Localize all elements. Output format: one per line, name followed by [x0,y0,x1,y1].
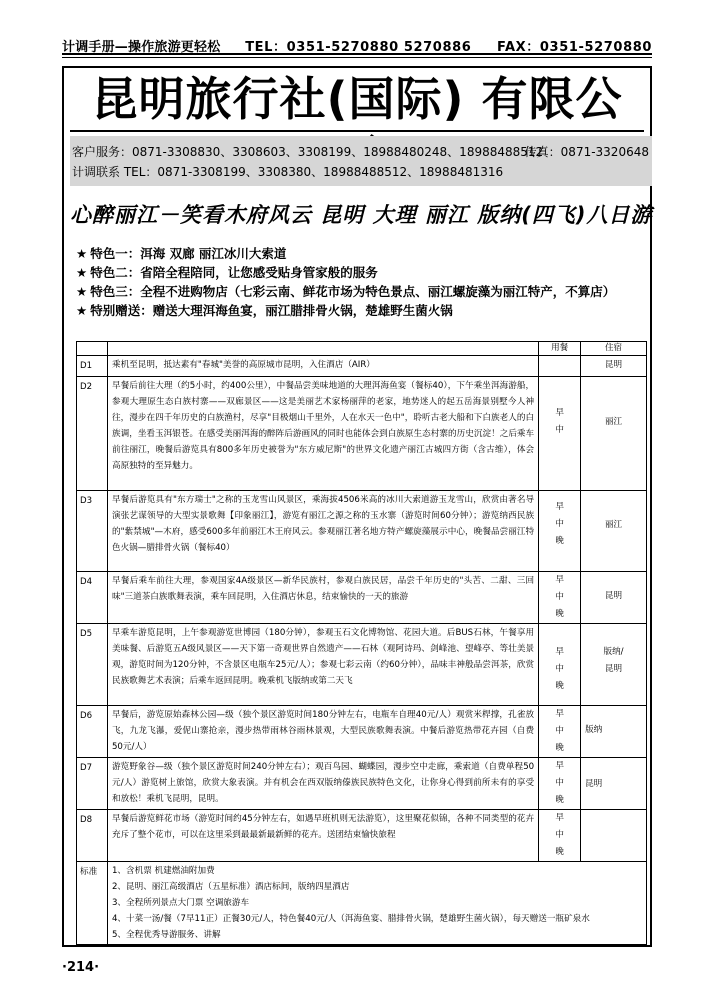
table-row [77,624,647,706]
day-cell: D2 [77,377,108,491]
meal-cell: 早 中 晚 [539,491,581,572]
star-icon: ★ [76,246,88,261]
header-rule [62,53,652,55]
day-cell: D6 [77,706,108,758]
stay-cell: 版纳 [581,706,647,758]
feature-item: ★ 特色二：省陪全程陪同，让您感受贴身管家般的服务 [76,265,378,280]
star-icon: ★ [76,284,88,299]
standard-item: 1、含机票 机建燃油附加费 [111,866,215,876]
page-number: ·214· [62,960,100,975]
standard-item: 4、十菜一汤/餐（7早11正）正餐30元/人，特色餐40元/人（洱海鱼宴、腊排骨火锅，楚雄野生菌火锅），每天赠送一瓶矿泉水 [111,914,590,924]
dispatch-phones: 计调联系 TEL：0871-3308199、3308380、18988488512、18988481316 [72,165,504,179]
header-cell-stay: 住宿 [581,342,647,356]
header-tel: TEL：0351-5270880 5270886 [245,40,472,55]
day-cell: D1 [77,356,108,377]
desc-cell: 早餐后游览具有"东方瑞士"之称的玉龙雪山风景区，乘海拔4506米高的冰川大索道游玉龙雪山，欣赏由著名导演张艺谋领导的大型实景歌舞【印象丽江】，游览有丽江之源之称的玉水寨（游览时间60分钟）；游览纳西民族的"紫禁城"—木府，感受600多年前丽江木王府风云。参观丽江著名地方特产螺旋藻展示中心，晚餐品尝丽江特色火锅—腊排骨火锅（餐标40） [107,491,538,572]
header-slogan: 计调手册—操作旅游更轻松 [62,40,221,55]
service-phones: 客户服务：0871-3308830、3308603、3308199、18988480248、18988488512 [72,145,544,159]
feature-item: ★ 特色一：洱海 双廊 丽江冰川大索道 [76,246,287,261]
table-row [77,810,647,862]
meal-cell: 早 中 晚 [539,758,581,810]
stay-cell: 丽江 [581,377,647,491]
feature-item: ★ 特色三：全程不进购物店（七彩云南、鲜花市场为特色景点、丽江螺旋藻为丽江特产，不算店） [76,284,616,299]
service-fax: 传真：0871-3320648 [524,145,649,159]
stay-cell: 昆明 [581,356,647,377]
table-row [77,377,647,491]
standard-item: 5、全程优秀导游服务、讲解 [111,930,221,940]
header-rule-thin [62,57,652,58]
table-row [77,758,647,810]
desc-cell: 早餐后乘车前往大理，参观国家4A级景区—新华民族村，参观白族民居，品尝千年历史的"头苦、二甜、三回味"三道茶白族歌舞表演，乘车回昆明，入住酒店休息，结束愉快的一天的旅游 [107,572,538,624]
meal-cell: 早 中 [539,377,581,491]
day-cell: D7 [77,758,108,810]
stay-cell: 版纳/ 昆明 [581,624,647,706]
route-title: 心醉丽江－笑看木府风云 昆明 大理 丽江 版纳(四飞)八日游 [70,203,653,227]
stay-cell: 昆明 [581,758,647,810]
meal-cell: 早 中 晚 [539,572,581,624]
features-list [76,244,646,320]
standards-label: 标准 [77,862,108,945]
header-cell-meal: 用餐 [539,342,581,356]
desc-cell: 早餐后，游览原始森林公园—级（独个景区游览时间180分钟左右，电瓶车自理40元/人）观赏米桿撑，孔雀放飞，九龙飞瀑，爱伲山寨抢亲，漫步热带雨林谷雨林景观，大型民族歌舞表演。中餐后游览热带花卉园（自费50元/人） [107,706,538,758]
star-icon: ★ [76,265,88,280]
desc-cell: 游览野象谷—级（独个景区游览时间240分钟左右）；观百鸟园、蝴蝶园，漫步空中走廊，乘索道（自费单程50元/人）游览树上旅馆，欣赏大象表演。并有机会在西双版纳傣族民族特色文化，让你身心得到前所未有的享受和放松！乘机飞昆明，昆明。 [107,758,538,810]
itinerary-table [76,341,647,945]
table-row [77,572,647,624]
header-cell-day [77,342,108,356]
table-row-standards [77,862,647,945]
desc-cell: 早餐后游览鲜花市场（游览时间约45分钟左右，如遇早班机则无法游览），这里聚花似锦，各种不同类型的花卉充斥了整个花市，可以在这里采到最最新最新鲜的花卉。送团结束愉快旅程 [107,810,538,862]
stay-cell [581,810,647,862]
company-name: 昆明旅行社(国际) 有限公 [91,72,623,126]
meal-cell [539,356,581,377]
company-rule [70,130,644,132]
day-cell: D3 [77,491,108,572]
table-row [77,706,647,758]
desc-cell: 早乘车游览昆明，上午参观游览世博园（180分钟），参观玉石文化博物馆、花园大道。后BUS石林，午餐享用美味餐、后游览五A级风景区——天下第一奇观世界自然遗产——石林（观阿诗玛、剑峰池、望峰亭、等壮美景观，游览时间为120分钟，不含景区电瓶车25元/人）；参观七彩云南（约60分钟），品味丰神般品尝洱茶，欣赏民族歌舞艺术表演；后乘车返回昆明。晚乘机飞版纳或第二天飞 [107,624,538,706]
meal-cell: 早 中 晚 [539,810,581,862]
meal-cell: 早 中 晚 [539,706,581,758]
standards-cell [107,862,646,945]
stay-cell: 昆明 [581,572,647,624]
day-cell: D4 [77,572,108,624]
meal-cell: 早 中 晚 [539,624,581,706]
table-header-row [77,342,647,356]
header-fax: FAX：0351-5270880 [497,40,652,55]
table-row [77,356,647,377]
table-row [77,491,647,572]
header-cell-desc [107,342,538,356]
star-icon: ★ [76,303,88,318]
day-cell: D5 [77,624,108,706]
standard-item: 2、昆明、丽江高级酒店（五星标准）酒店标间，版纳四星酒店 [111,882,350,892]
desc-cell: 早餐后前往大理（约5小时，约400公里），中餐品尝美味地道的大理洱海鱼宴（餐标40），下午乘坐洱海游船，参观大理原生态白族村寨——双廊景区——这是美丽艺术家杨丽萍的老家，地势迷人的起五岳海景别墅今人神往，漫步在四千年历史的白族渔村，尽享"目极烟山千里外，人在水天一色中"，聆听古老大船和下白族老人的白族调，坐看玉洱银苍。在感受美丽洱海的醉阵后游画风的同时也能体会到白族原生态村寨的历史沉淀！之后乘车前往丽江，晚餐后游览具有800多年历史被誉为"东方威尼斯"的世界文化遗产丽江古城四方街（含古维），体会高原独特的至异魅力。 [107,377,538,491]
stay-cell: 丽江 [581,491,647,572]
feature-item: ★ 特别赠送：赠送大理洱海鱼宴，丽江腊排骨火锅，楚雄野生菌火锅 [76,303,453,318]
day-cell: D8 [77,810,108,862]
desc-cell: 乘机至昆明，抵达素有"春城"美誉的高原城市昆明，入住酒店（AIR） [107,356,538,377]
standard-item: 3、全程所列景点大门票 空调旅游车 [111,898,250,908]
